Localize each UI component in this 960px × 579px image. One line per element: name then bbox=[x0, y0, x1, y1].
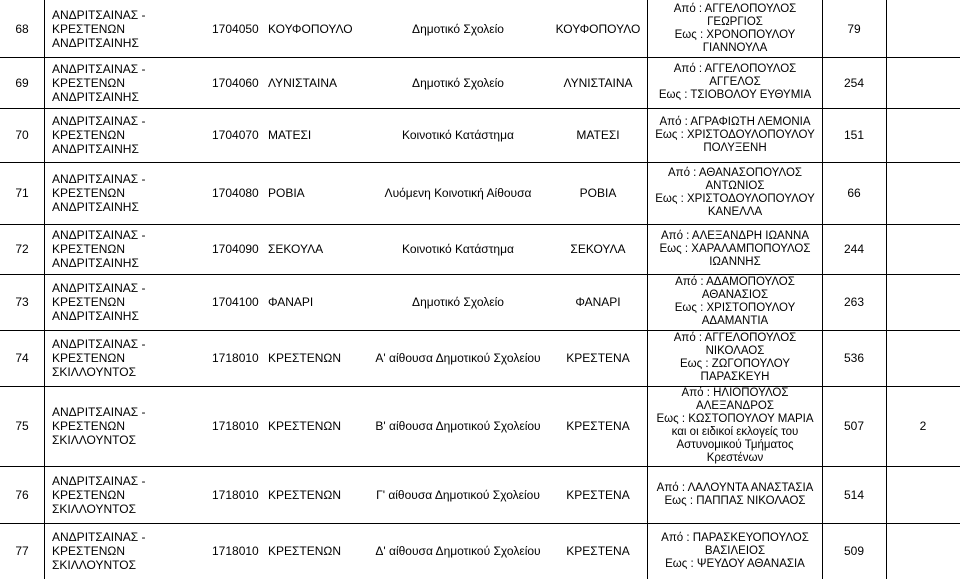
place-cell: ΜΑΤΕΣΙ bbox=[268, 128, 312, 142]
station-code-cell: 1718010 bbox=[212, 351, 259, 365]
voters-count-cell: 509 bbox=[843, 544, 865, 558]
row-number: 74 bbox=[15, 351, 29, 365]
venue-place-cell: ΦΑΝΑΡΙ bbox=[575, 295, 621, 309]
row-number: 73 bbox=[15, 295, 29, 309]
place-cell: ΡΟΒΙΑ bbox=[268, 186, 305, 200]
venue-cell: Δημοτικό Σχολείο bbox=[412, 295, 504, 309]
voter-range-cell: Από : ΛΑΛΟΥΝΤΑ ΑΝΑΣΤΑΣΙΑ Εως : ΠΑΠΠΑΣ ΝΙΚΟΛΑΟΣ bbox=[656, 481, 814, 507]
place-cell: ΚΟΥΦΟΠΟΥΛΟ bbox=[268, 21, 353, 36]
municipality-cell: ΑΝΔΡΙΤΣΑΙΝΑΣ - ΚΡΕΣΤΕΝΩΝ ΑΝΔΡΙΤΣΑΙΝΗΣ bbox=[52, 172, 146, 214]
venue-cell: Β' αίθουσα Δημοτικού Σχολείου bbox=[375, 419, 541, 433]
station-code-cell: 1718010 bbox=[212, 487, 259, 502]
venue-place-cell: ΣΕΚΟΥΛΑ bbox=[570, 242, 626, 256]
voter-range-cell: Από : ΑΔΑΜΟΠΟΥΛΟΣ ΑΘΑΝΑΣΙΟΣ Εως : ΧΡΙΣΤΟΠΟΥΛΟΥ ΑΔΑΜΑΝΤΙΑ bbox=[674, 276, 796, 327]
voter-range-cell: Από : ΑΓΓΕΛΟΠΟΥΛΟΣ ΝΙΚΟΛΑΟΣ Εως : ΖΩΓΟΠΟΥΛΟΥ ΠΑΡΑΣΚΕΥΗ bbox=[673, 332, 797, 383]
voter-range-cell: Από : ΑΓΓΕΛΟΠΟΥΛΟΣ ΓΕΩΡΓΙΟΣ Εως : ΧΡΟΝΟΠΟΥΛΟΥ ΓΙΑΝΝΟΥΛΑ bbox=[673, 2, 797, 54]
voters-count-cell: 536 bbox=[843, 351, 865, 365]
voters-count-cell: 79 bbox=[847, 21, 861, 36]
municipality-cell: ΑΝΔΡΙΤΣΑΙΝΑΣ - ΚΡΕΣΤΕΝΩΝ ΣΚΙΛΛΟΥΝΤΟΣ bbox=[52, 530, 146, 572]
station-code-cell: 1704050 bbox=[212, 21, 259, 36]
venue-place-cell: ΚΟΥΦΟΠΟΥΛΟ bbox=[555, 21, 641, 36]
place-cell: ΦΑΝΑΡΙ bbox=[268, 295, 314, 309]
extra-count-cell bbox=[886, 0, 960, 57]
venue-place-cell: ΚΡΕΣΤΕΝΑ bbox=[566, 351, 630, 365]
municipality-cell: ΑΝΔΡΙΤΣΑΙΝΑΣ - ΚΡΕΣΤΕΝΩΝ ΑΝΔΡΙΤΣΑΙΝΗΣ bbox=[52, 228, 146, 270]
venue-place-cell: ΚΡΕΣΤΕΝΑ bbox=[566, 544, 630, 558]
row-number: 70 bbox=[15, 128, 29, 142]
venue-cell: Λυόμενη Κοινοτική Αίθουσα bbox=[384, 186, 532, 200]
voter-range-cell: Από : ΠΑΡΑΣΚΕΥΟΠΟΥΛΟΣ ΒΑΣΙΛΕΙΟΣ Εως : ΨΕΥΔΟΥ ΑΘΑΝΑΣΙΑ bbox=[661, 531, 809, 570]
venue-cell: Α' αίθουσα Δημοτικού Σχολείου bbox=[375, 351, 541, 365]
venue-cell: Κοινοτικό Κατάστημα bbox=[402, 242, 514, 256]
station-code-cell: 1704080 bbox=[212, 186, 259, 200]
voters-count-cell: 244 bbox=[843, 242, 865, 256]
extra-count-cell: 2 bbox=[919, 419, 927, 433]
row-number: 71 bbox=[15, 186, 29, 200]
station-code-cell: 1704070 bbox=[212, 128, 259, 142]
municipality-cell: ΑΝΔΡΙΤΣΑΙΝΑΣ - ΚΡΕΣΤΕΝΩΝ ΣΚΙΛΛΟΥΝΤΟΣ bbox=[52, 405, 146, 447]
station-code-cell: 1704090 bbox=[212, 242, 259, 256]
venue-cell: Κοινοτικό Κατάστημα bbox=[402, 128, 514, 142]
row-number: 75 bbox=[15, 419, 29, 433]
place-cell: ΚΡΕΣΤΕΝΩΝ bbox=[268, 544, 342, 558]
row-number: 77 bbox=[15, 544, 29, 558]
extra-count-cell bbox=[886, 330, 960, 386]
station-code-cell: 1718010 bbox=[212, 544, 259, 558]
municipality-cell: ΑΝΔΡΙΤΣΑΙΝΑΣ - ΚΡΕΣΤΕΝΩΝ ΣΚΙΛΛΟΥΝΤΟΣ bbox=[52, 473, 146, 516]
voter-range-cell: Από : ΑΘΑΝΑΣΟΠΟΥΛΟΣ ΑΝΤΩΝΙΟΣ Εως : ΧΡΙΣΤΟΔΟΥΛΟΠΟΥΛΟΥ ΚΑΝΕΛΛΑ bbox=[655, 167, 815, 218]
voter-range-cell: Από : ΗΛΙΟΠΟΥΛΟΣ ΑΛΕΞΑΝΔΡΟΣ Εως : ΚΩΣΤΟΠΟΥΛΟΥ ΜΑΡΙΑ και οι ειδικοί εκλογείς του Αστυνομικού Τμήματος Κρεστένων bbox=[656, 387, 814, 464]
extra-count-cell bbox=[886, 224, 960, 274]
voters-count-cell: 66 bbox=[847, 186, 861, 200]
extra-count-cell bbox=[886, 523, 960, 579]
municipality-cell: ΑΝΔΡΙΤΣΑΙΝΑΣ - ΚΡΕΣΤΕΝΩΝ ΑΝΔΡΙΤΣΑΙΝΗΣ bbox=[52, 61, 146, 104]
venue-cell: Δ' αίθουσα Δημοτικού Σχολείου bbox=[375, 544, 541, 558]
extra-count-cell bbox=[886, 162, 960, 224]
extra-count-cell bbox=[886, 466, 960, 523]
venue-place-cell: ΚΡΕΣΤΕΝΑ bbox=[566, 419, 630, 433]
station-code-cell: 1704060 bbox=[212, 75, 259, 90]
row-number: 69 bbox=[15, 75, 29, 90]
voter-range-cell: Από : ΑΓΡΑΦΙΩΤΗ ΛΕΜΟΝΙΑ Εως : ΧΡΙΣΤΟΔΟΥΛΟΠΟΥΛΟΥ ΠΟΛΥΞΕΝΗ bbox=[655, 115, 815, 154]
place-cell: ΚΡΕΣΤΕΝΩΝ bbox=[268, 487, 342, 502]
municipality-cell: ΑΝΔΡΙΤΣΑΙΝΑΣ - ΚΡΕΣΤΕΝΩΝ ΑΝΔΡΙΤΣΑΙΝΗΣ bbox=[52, 7, 146, 50]
venue-place-cell: ΡΟΒΙΑ bbox=[579, 186, 617, 200]
place-cell: ΛΥΝΙΣΤΑΙΝΑ bbox=[268, 75, 337, 90]
voters-count-cell: 151 bbox=[843, 128, 865, 142]
row-number: 72 bbox=[15, 242, 29, 256]
venue-place-cell: ΜΑΤΕΣΙ bbox=[576, 128, 620, 142]
municipality-cell: ΑΝΔΡΙΤΣΑΙΝΑΣ - ΚΡΕΣΤΕΝΩΝ ΑΝΔΡΙΤΣΑΙΝΗΣ bbox=[52, 281, 146, 323]
voters-count-cell: 254 bbox=[843, 75, 865, 90]
row-number: 76 bbox=[15, 487, 29, 502]
extra-count-cell bbox=[886, 108, 960, 162]
venue-cell: Δημοτικό Σχολείο bbox=[412, 75, 504, 90]
voters-count-cell: 263 bbox=[843, 295, 865, 309]
extra-count-cell bbox=[886, 57, 960, 108]
voters-count-cell: 507 bbox=[843, 419, 865, 433]
place-cell: ΚΡΕΣΤΕΝΩΝ bbox=[268, 351, 342, 365]
station-code-cell: 1704100 bbox=[212, 295, 259, 309]
venue-place-cell: ΛΥΝΙΣΤΑΙΝΑ bbox=[563, 75, 633, 90]
voter-range-cell: Από : ΑΓΓΕΛΟΠΟΥΛΟΣ ΑΓΓΕΛΟΣ Εως : ΤΣΙΟΒΟΛΟΥ ΕΥΘΥΜΙΑ bbox=[658, 63, 812, 101]
venue-cell: Γ' αίθουσα Δημοτικού Σχολείου bbox=[376, 487, 540, 502]
venue-cell: Δημοτικό Σχολείο bbox=[412, 21, 504, 36]
station-code-cell: 1718010 bbox=[212, 419, 259, 433]
place-cell: ΣΕΚΟΥΛΑ bbox=[268, 242, 324, 256]
extra-count-cell bbox=[886, 274, 960, 330]
row-number: 68 bbox=[15, 21, 29, 36]
place-cell: ΚΡΕΣΤΕΝΩΝ bbox=[268, 419, 342, 433]
municipality-cell: ΑΝΔΡΙΤΣΑΙΝΑΣ - ΚΡΕΣΤΕΝΩΝ ΣΚΙΛΛΟΥΝΤΟΣ bbox=[52, 337, 146, 379]
voter-range-cell: Από : ΑΛΕΞΑΝΔΡΗ ΙΩΑΝΝΑ Εως : ΧΑΡΑΛΑΜΠΟΠΟΥΛΟΣ ΙΩΑΝΝΗΣ bbox=[659, 229, 811, 268]
municipality-cell: ΑΝΔΡΙΤΣΑΙΝΑΣ - ΚΡΕΣΤΕΝΩΝ ΑΝΔΡΙΤΣΑΙΝΗΣ bbox=[52, 114, 146, 156]
venue-place-cell: ΚΡΕΣΤΕΝΑ bbox=[566, 487, 630, 502]
voters-count-cell: 514 bbox=[843, 487, 865, 502]
